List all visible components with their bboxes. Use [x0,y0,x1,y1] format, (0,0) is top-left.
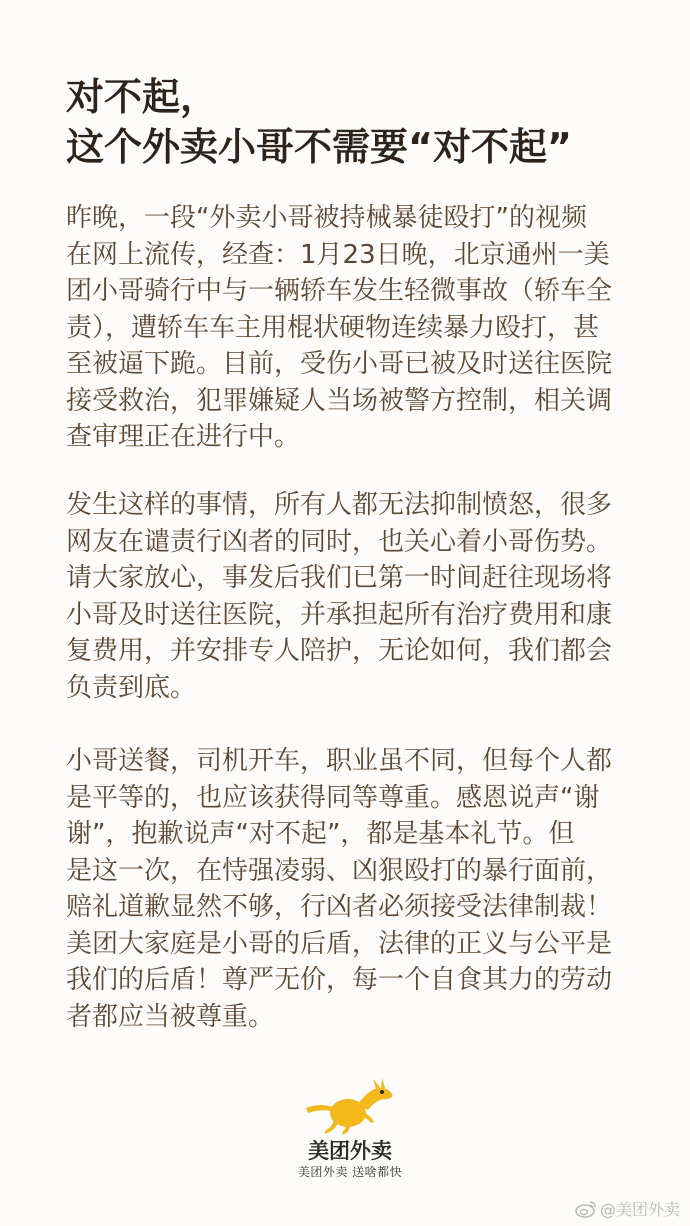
paragraph-line: 谢”，抱歉说声“对不起”，都是基本礼节。但 [66,819,575,849]
brand-name: 美团外卖 [308,1139,392,1163]
paragraph-line: 团小哥骑行中与一辆轿车发生轻微事故（轿车全 [66,276,613,306]
kangaroo-icon [302,1078,398,1136]
paragraph-line: 接受救治，犯罪嫌疑人当场被警方控制，相关调 [66,385,613,416]
paragraph-line: 网友在谴责行凶者的同时，也关心着小哥伤势。 [66,526,613,557]
paragraph-statement [66,743,626,1035]
article-title [66,72,646,172]
weibo-watermark [575,1197,680,1220]
paragraph-line: 在网上流传，经查：1月23日晚，北京通州一美 [66,239,610,270]
paragraph-line: 发生这样的事情，所有人都无法抑制愤怒，很多 [66,490,613,520]
watermark-text: @美团外卖 [599,1200,680,1219]
brand-slogan: 美团外卖 送啥都快 [297,1165,403,1179]
paragraph-incident [66,200,626,456]
paragraph-line: 是这一次，在恃强凌弱、凶狠殴打的暴行面前， [66,855,613,886]
paragraph-line: 者都应当被尊重。 [66,1001,275,1032]
paragraph-line: 负责到底。 [66,672,197,703]
paragraph-response [66,487,626,706]
brand-logo-block [285,1078,415,1180]
title-line-1: 对不起， [66,75,219,119]
paragraph-line: 请大家放心，事发后我们已第一时间赶往现场将 [66,563,613,593]
weibo-icon [575,1200,597,1218]
paragraph-line: 赔礼道歉显然不够，行凶者必须接受法律制裁！ [66,892,613,922]
paragraph-line: 责），遭轿车车主用棍状硬物连续暴力殴打，甚 [66,312,600,343]
paragraph-line: 我们的后盾！尊严无价，每一个自食其力的劳动 [66,965,613,995]
paragraph-line: 复费用，并安排专人陪护，无论如何，我们都会 [66,636,613,666]
paragraph-line: 小哥及时送往医院，并承担起所有治疗费用和康 [66,599,613,630]
paragraph-line: 查审理正在进行中。 [66,422,301,452]
paragraph-line: 昨晚，一段“外卖小哥被持械暴徒殴打”的视频 [66,203,587,233]
paragraph-line: 至被逼下跪。目前，受伤小哥已被及时送往医院 [66,349,613,379]
paragraph-line: 美团大家庭是小哥的后盾，法律的正义与公平是 [66,928,613,959]
title-line-2: 这个外卖小哥不需要“对不起” [66,125,572,169]
paragraph-line: 小哥送餐，司机开车，职业虽不同，但每个人都 [66,746,613,776]
paragraph-line: 是平等的，也应该获得同等尊重。感恩说声“谢 [66,782,600,813]
